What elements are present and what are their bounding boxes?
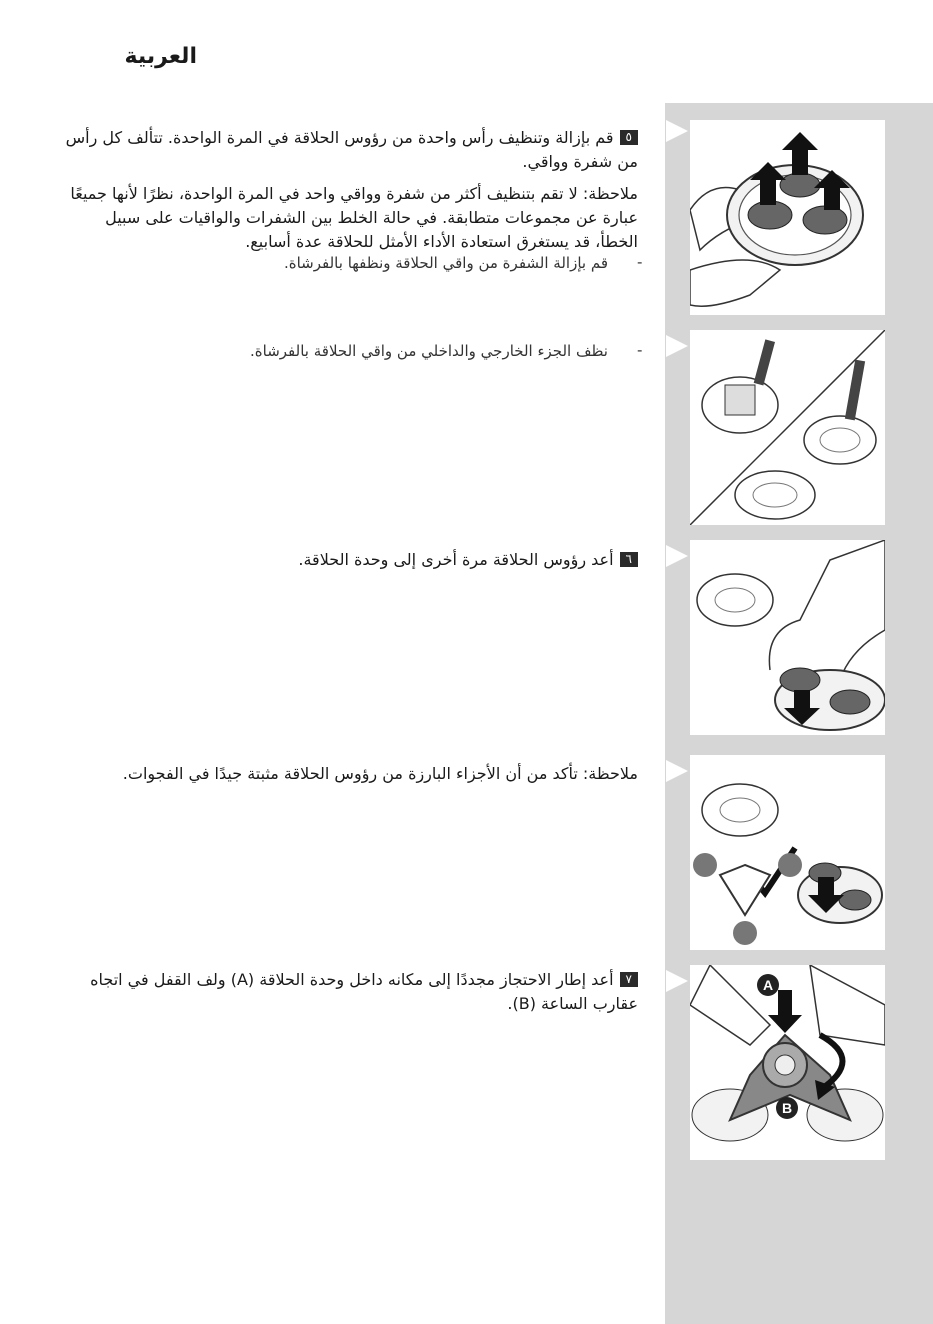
callout-pointer — [666, 545, 688, 567]
illustration-heads-fitted — [690, 755, 885, 950]
step-number: ٧ — [620, 972, 638, 987]
page-title: العربية — [124, 44, 197, 69]
bullet-dash: - — [637, 341, 643, 359]
step-5-bullet-1: قم بإزالة الشفرة من واقي الحلاقة ونظفها بالفرشاة. — [283, 254, 608, 272]
callout-pointer — [666, 335, 688, 357]
step-5 — [50, 126, 638, 174]
step-number: ٦ — [620, 552, 638, 567]
step-7 — [50, 968, 638, 1016]
step-6-note: ملاحظة: تأكد من أن الأجزاء البارزة من رؤوس الحلاقة مثبتة جيدًا في الفجوات. — [122, 764, 638, 783]
callout-pointer — [666, 760, 688, 782]
step-5-bullet-2: نظف الجزء الخارجي والداخلي من واقي الحلاقة بالفرشاة. — [250, 342, 608, 360]
step-6 — [298, 548, 638, 572]
callout-b-label: B — [781, 1100, 793, 1116]
illustration-retaining-frame — [690, 965, 885, 1160]
step-5-note: ملاحظة: لا تقم بتنظيف أكثر من شفرة وواقي واحد في المرة الواحدة، نظرًا لأنها جميعًا عبارة عن مجموعات متطابقة. في حالة الخلط بين الشفرات والواقيات على سبيل الخطأ، قد يستغرق استعادة الأداء الأمثل للحلاقة عدة أسابيع. — [70, 184, 638, 251]
bullet-dash: - — [637, 253, 643, 271]
step-5-text: ٥قم بإزالة وتنظيف رأس واحدة من رؤوس الحلاقة في المرة الواحدة. تتألف كل رأس من شفرة وواقي. — [65, 128, 638, 171]
callout-pointer — [666, 970, 688, 992]
step-7-text: أعد إطار الاحتجاز مجددًا إلى مكانه داخل وحدة الحلاقة (A) ولف القفل في اتجاه عقارب الساعة (B). — [90, 970, 638, 1013]
illustration-remove-heads — [690, 120, 885, 315]
callout-a-label: A — [762, 977, 774, 993]
step-number: ٥ — [620, 130, 638, 145]
step-6-text: أعد رؤوس الحلاقة مرة أخرى إلى وحدة الحلاقة. — [298, 550, 614, 569]
illustration-reinsert-heads — [690, 540, 885, 735]
illustration-brush-clean — [690, 330, 885, 525]
callout-pointer — [666, 120, 688, 142]
